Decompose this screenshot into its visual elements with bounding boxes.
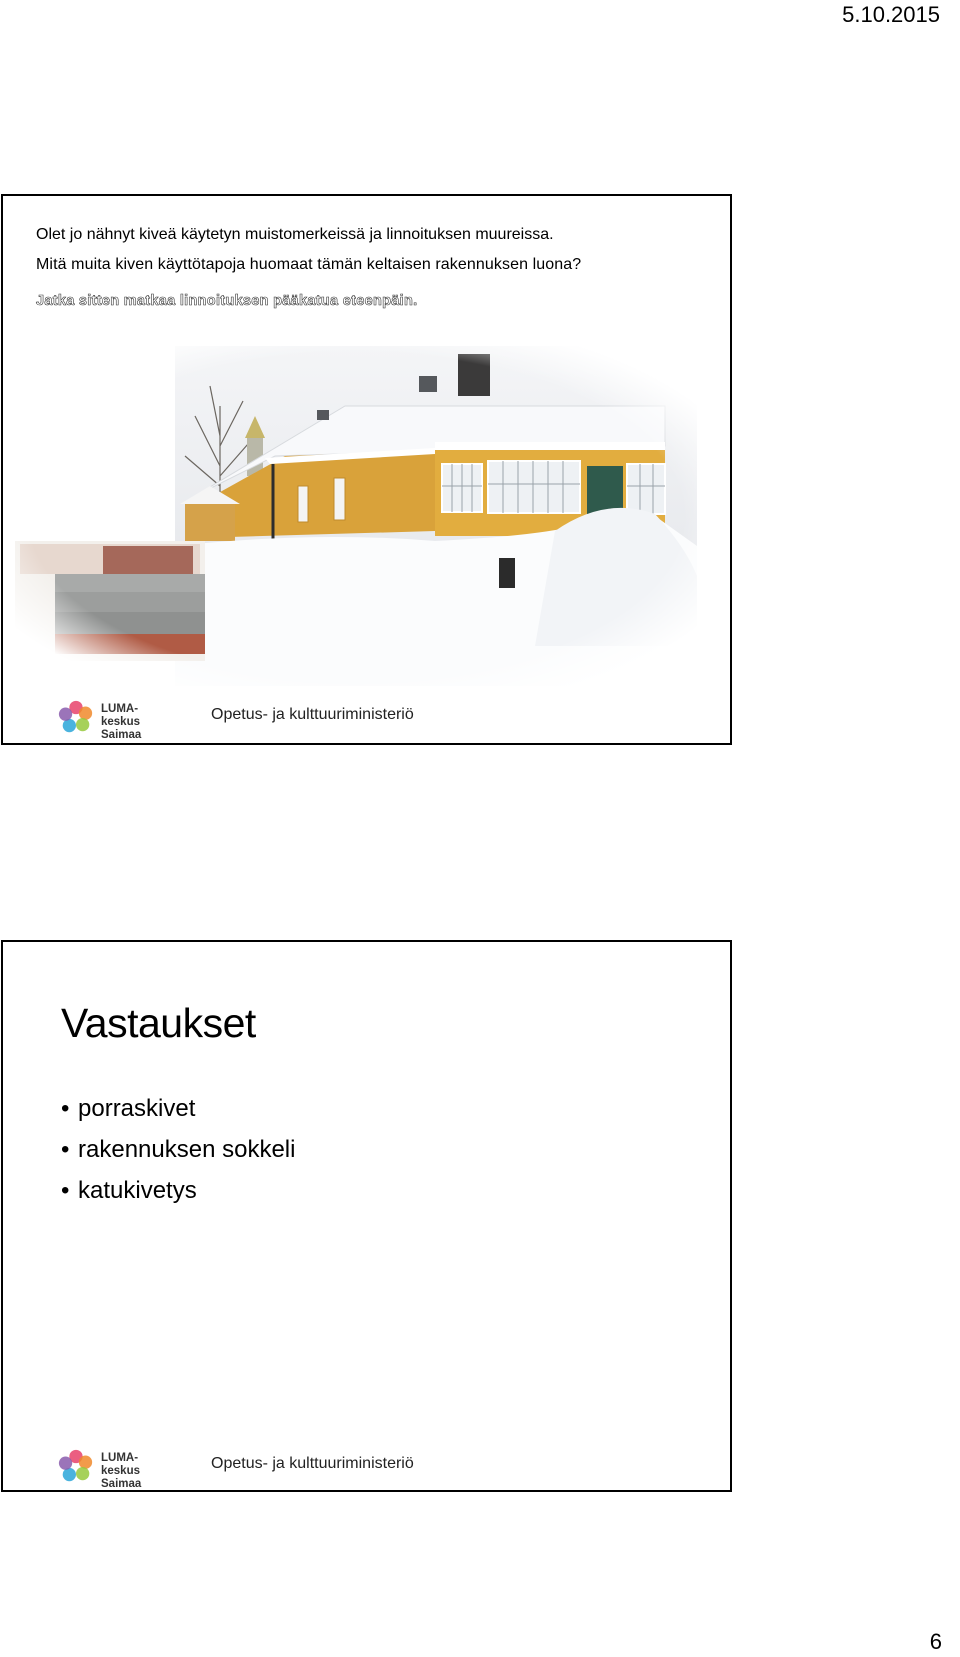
slide-answers	[1, 940, 732, 1492]
header-date: 5.10.2015	[842, 2, 940, 27]
luma-logo-text: LUMA-keskus Saimaa	[101, 703, 142, 741]
ministry-name: Opetus- ja kulttuuriministeriö	[211, 706, 414, 723]
list-item: • rakennuksen sokkeli	[61, 1136, 296, 1163]
instruction-line: Jatka sitten matkaa linnoituksen pääkatua eteenpäin.	[36, 293, 418, 309]
question-line-2: Mitä muita kiven käyttötapoja huomaat tämän keltaisen rakennuksen luona?	[36, 256, 582, 273]
ministry-name: Opetus- ja kulttuuriministeriö	[211, 1455, 414, 1472]
question-line-1: Olet jo nähnyt kiveä käytetyn muistomerkeissä ja linnoituksen muureissa.	[36, 226, 554, 243]
luma-flower-icon	[57, 1447, 95, 1485]
answers-list	[61, 1088, 295, 1211]
page-number: 6	[929, 1629, 942, 1654]
luma-flower-icon	[57, 698, 95, 736]
list-item: • katukivetys	[61, 1177, 197, 1204]
yellow-building-photo	[15, 346, 697, 686]
list-item: • porraskivet	[61, 1095, 196, 1122]
luma-logo-text: LUMA-keskus Saimaa	[101, 1452, 142, 1490]
answers-title: Vastaukset	[61, 1000, 256, 1046]
slide-question	[1, 194, 732, 745]
